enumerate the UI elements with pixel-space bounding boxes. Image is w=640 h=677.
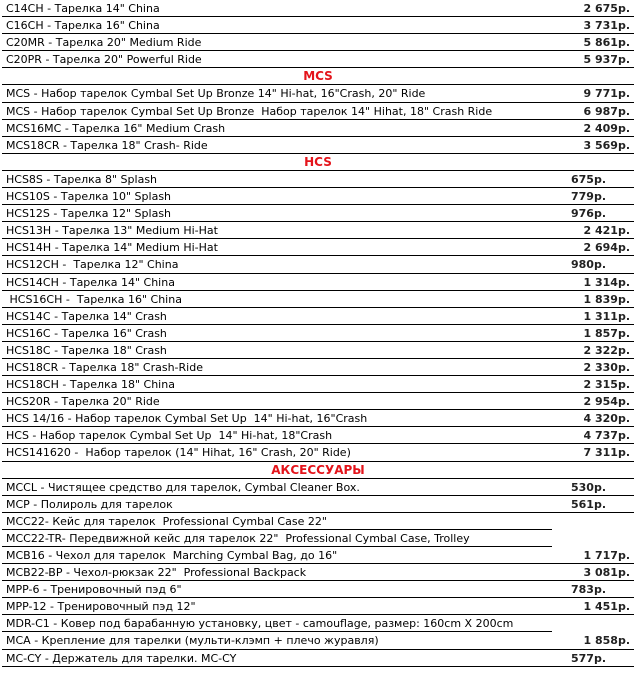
item-price: 2 675р. — [583, 2, 630, 15]
item-name: HCS141620 - Набор тарелок (14" Hihat, 16" Crash, 20" Ride) — [6, 446, 351, 460]
item-price: 2 322р. — [583, 343, 630, 357]
item-name: HCS18C - Тарелка 18" Crash — [6, 343, 167, 357]
price-row — [2, 376, 634, 393]
item-name: MPP-6 - Тренировочный пэд 6" — [6, 583, 182, 597]
price-row — [2, 444, 634, 461]
item-name: C20PR - Тарелка 20" Powerful Ride — [6, 53, 202, 67]
item-price: 976р. — [570, 207, 606, 221]
price-row — [2, 85, 634, 102]
item-price: 530р. — [570, 480, 606, 494]
price-row — [2, 137, 634, 154]
item-name: HCS14C - Тарелка 14" Crash — [6, 309, 167, 323]
item-name: HCS16CH - Тарелка 16" China — [6, 292, 182, 306]
item-name: MCP - Полироль для тарелок — [6, 497, 173, 511]
price-row — [2, 256, 634, 273]
item-name: HCS 14/16 - Набор тарелок Cymbal Set Up 14" Hi-hat, 16"Crash — [6, 412, 368, 426]
item-name: HCS10S - Тарелка 10" Splash — [6, 190, 172, 204]
price-row — [2, 274, 634, 291]
section-header: АКСЕССУАРЫ — [2, 462, 634, 479]
item-name: MCC22- Кейс для тарелок Professional Cymbal Case 22" — [6, 514, 327, 528]
item-name: MCS16MC - Тарелка 16" Medium Crash — [6, 121, 226, 135]
item-price: 783р. — [570, 583, 606, 597]
price-row — [2, 291, 634, 308]
price-row — [2, 547, 634, 564]
item-price: 1 314р. — [583, 275, 630, 289]
item-name: MCC22-TR- Передвижной кейс для тарелок 22" Professional Cymbal Case, Trolley — [6, 531, 470, 545]
item-name: HCS18CR - Тарелка 18" Crash-Ride — [6, 360, 203, 374]
item-price: 2 694р. — [583, 241, 630, 255]
price-row — [2, 171, 634, 188]
item-name: C16CH - Тарелка 16" China — [6, 19, 160, 33]
item-name: MCS - Набор тарелок Cymbal Set Up Bronze 14" Hi-hat, 16"Crash, 20" Ride — [6, 87, 426, 101]
item-price: 675р. — [570, 172, 606, 186]
section-header: MCS — [2, 68, 634, 85]
price-row — [2, 564, 634, 581]
item-name: MDR-C1 - Ковер под барабанную установку, цвет - camouflage, размер: 160cm X 200cm — [6, 617, 514, 631]
price-row — [2, 325, 634, 342]
item-price: 2 330р. — [583, 360, 630, 374]
item-name: MCB16 - Чехол для тарелок Marching Cymbal Bag, до 16" — [6, 549, 338, 562]
price-row — [2, 239, 634, 256]
price-row — [2, 308, 634, 325]
price-row — [2, 205, 634, 222]
price-row — [2, 615, 552, 632]
item-price: 3 081р. — [583, 566, 630, 580]
item-name: MCCL - Чистящее средство для тарелок, Cymbal Cleaner Box. — [6, 480, 360, 494]
item-name: HCS14CH - Тарелка 14" China — [6, 275, 175, 289]
item-name: HCS13H - Тарелка 13" Medium Hi-Hat — [6, 224, 218, 238]
price-row — [2, 342, 634, 359]
item-name: MPP-12 - Тренировочный пэд 12" — [6, 600, 196, 614]
item-price: 3 569р. — [583, 138, 630, 152]
item-price: 4 320р. — [583, 412, 630, 426]
section-header: HCS — [2, 154, 634, 171]
item-price: 4 737р. — [583, 429, 630, 443]
price-row — [2, 496, 634, 513]
item-price: 1 839р. — [583, 292, 630, 306]
price-row — [2, 650, 634, 667]
item-name: HCS - Набор тарелок Cymbal Set Up 14" Hi-hat, 18"Crash — [6, 429, 333, 443]
price-row — [2, 427, 634, 444]
item-price: 1 858р. — [583, 634, 630, 648]
price-row — [2, 34, 634, 51]
item-price: 1 857р. — [583, 326, 630, 340]
item-name: HCS12CH - Тарелка 12" China — [6, 258, 179, 272]
price-row — [2, 222, 634, 239]
item-price: 577р. — [570, 651, 606, 665]
price-row — [2, 530, 552, 547]
price-row — [2, 120, 634, 137]
item-name: MCS - Набор тарелок Cymbal Set Up Bronze Набор тарелок 14" Hihat, 18" Crash Ride — [6, 104, 493, 118]
item-price: 779р. — [570, 190, 606, 204]
item-price: 2 409р. — [583, 121, 630, 135]
item-price: 3 731р. — [583, 19, 630, 33]
item-price: 5 937р. — [583, 53, 630, 67]
item-name: HCS20R - Тарелка 20" Ride — [6, 395, 160, 409]
item-name: HCS16C - Тарелка 16" Crash — [6, 326, 167, 340]
item-name: MCS18CR - Тарелка 18" Crash- Ride — [6, 138, 208, 152]
item-price: 1 717р. — [583, 549, 630, 562]
item-name: C20MR - Тарелка 20" Medium Ride — [6, 36, 202, 50]
item-name: C14CH - Тарелка 14" China — [6, 2, 160, 15]
item-name: HCS18CH - Тарелка 18" China — [6, 378, 175, 392]
item-price: 2 421р. — [583, 224, 630, 238]
item-name: MCB22-BP - Чехол-рюкзак 22" Professional Backpack — [6, 566, 307, 580]
item-price: 1 311р. — [583, 309, 630, 323]
price-row — [2, 103, 634, 120]
price-row — [2, 188, 634, 205]
price-row — [2, 359, 634, 376]
item-name: MC-CY - Держатель для тарелки. MC-CY — [6, 651, 237, 665]
item-name: HCS14H - Тарелка 14" Medium Hi-Hat — [6, 241, 218, 255]
item-name: HCS12S - Тарелка 12" Splash — [6, 207, 172, 221]
item-price: 7 311р. — [583, 446, 630, 460]
item-price: 2 954р. — [583, 395, 630, 409]
item-price: 1 451р. — [583, 600, 630, 614]
price-row — [2, 51, 634, 68]
price-row — [2, 393, 634, 410]
item-price: 2 315р. — [583, 378, 630, 392]
price-list-sheet — [2, 0, 634, 667]
item-name: MCA - Крепление для тарелки (мульти-клэмп + плечо журавля) — [6, 634, 379, 648]
price-row — [2, 598, 634, 615]
item-price: 980р. — [570, 258, 606, 272]
item-price: 561р. — [570, 497, 606, 511]
price-row — [2, 17, 634, 34]
price-row — [2, 513, 552, 530]
item-price: 9 771р. — [583, 87, 630, 101]
item-price: 6 987р. — [583, 104, 630, 118]
item-name: HCS8S - Тарелка 8" Splash — [6, 172, 158, 186]
price-row — [2, 632, 634, 649]
item-price: 5 861р. — [583, 36, 630, 50]
price-row — [2, 0, 634, 17]
price-row — [2, 581, 634, 598]
price-row — [2, 479, 634, 496]
price-row — [2, 410, 634, 427]
